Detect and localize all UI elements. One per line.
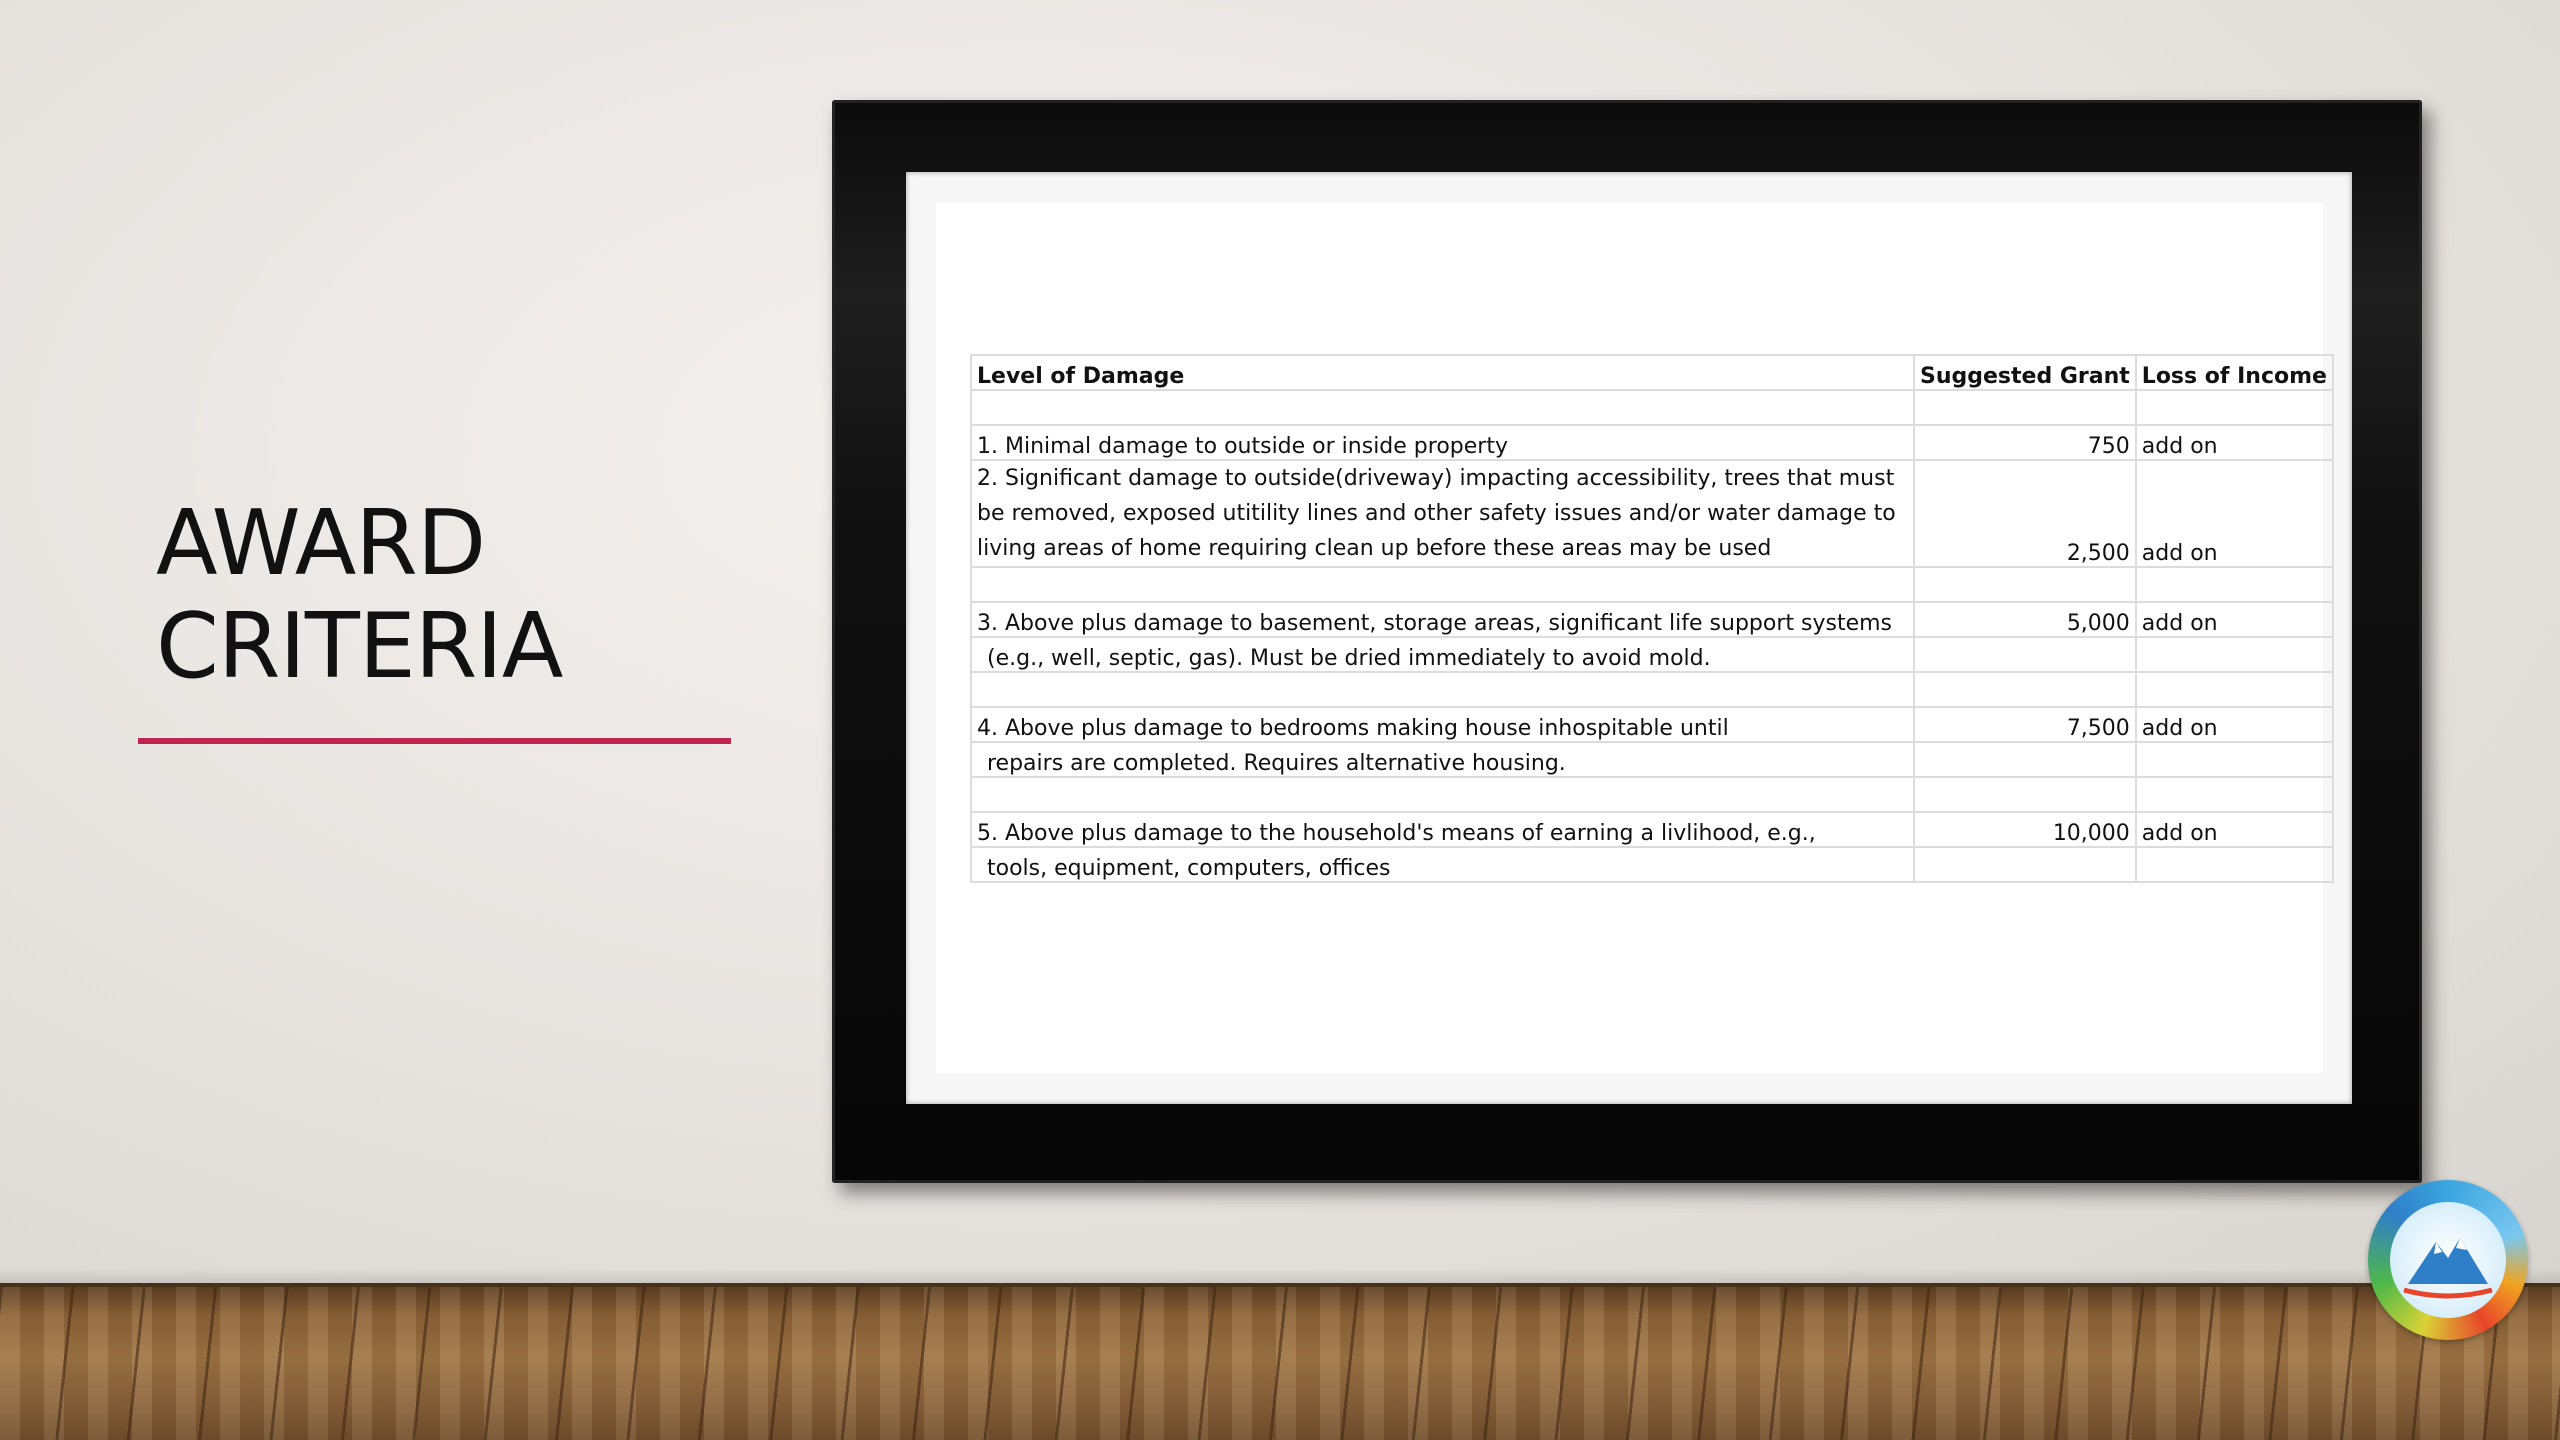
table-row-continuation: [971, 637, 2333, 672]
spacer-cell: [971, 777, 1914, 812]
title-underline: [138, 738, 731, 744]
spacer-cell: [1914, 390, 2136, 425]
spacer-cell: [1914, 637, 2136, 672]
mountain-icon: [2390, 1202, 2506, 1318]
table-spacer-row: [971, 567, 2333, 602]
table-spacer-row: [971, 390, 2333, 425]
wood-floor: [0, 1283, 2560, 1440]
spacer-cell: [1914, 777, 2136, 812]
slide-title: [156, 492, 716, 698]
damage-level-3: 3. Above plus damage to basement, storage areas, significant life support systems: [971, 602, 1914, 637]
table-spacer-row: [971, 777, 2333, 812]
table-row-continuation: [971, 742, 2333, 777]
header-level-of-damage: Level of Damage: [971, 355, 1914, 390]
damage-level-2-line-1: 2. Significant damage to outside(driveway) impacting accessibility, trees that must: [977, 466, 1895, 491]
damage-level-4-continued: repairs are completed. Requires alternative housing.: [971, 742, 1914, 777]
income-level-3: add on: [2136, 602, 2333, 637]
damage-level-3-continued: (e.g., well, septic, gas). Must be dried immediately to avoid mold.: [971, 637, 1914, 672]
spacer-cell: [1914, 847, 2136, 882]
header-suggested-grant: Suggested Grant: [1914, 355, 2136, 390]
spacer-cell: [1914, 742, 2136, 777]
header-loss-of-income: Loss of Income: [2136, 355, 2333, 390]
income-level-2: add on: [2136, 460, 2333, 567]
damage-level-2-line-3: living areas of home requiring clean up before these areas may be used: [977, 536, 1772, 561]
income-level-5: add on: [2136, 812, 2333, 847]
grant-level-3: 5,000: [1914, 602, 2136, 637]
spacer-cell: [971, 672, 1914, 707]
damage-level-2-text: [977, 461, 1908, 566]
damage-level-2-line-2: be removed, exposed utitility lines and other safety issues and/or water damage to: [977, 501, 1896, 526]
spacer-cell: [971, 390, 1914, 425]
grant-level-1: 750: [1914, 425, 2136, 460]
slide-title-line-1: AWARD: [156, 491, 486, 596]
spacer-cell: [1914, 672, 2136, 707]
spacer-cell: [2136, 390, 2333, 425]
grant-level-2: 2,500: [1914, 460, 2136, 567]
grant-level-4: 7,500: [1914, 707, 2136, 742]
grant-level-5: 10,000: [1914, 812, 2136, 847]
spacer-cell: [2136, 637, 2333, 672]
logo-center: [2390, 1202, 2506, 1318]
award-criteria-table: [970, 354, 2334, 883]
table-row: [971, 602, 2333, 637]
spacer-cell: [2136, 742, 2333, 777]
spacer-cell: [2136, 777, 2333, 812]
spacer-cell: [1914, 567, 2136, 602]
income-level-4: add on: [2136, 707, 2333, 742]
table-row-continuation: [971, 847, 2333, 882]
damage-level-4: 4. Above plus damage to bedrooms making house inhospitable until: [971, 707, 1914, 742]
spacer-cell: [2136, 567, 2333, 602]
slide-title-line-2: CRITERIA: [156, 594, 563, 699]
spacer-cell: [2136, 847, 2333, 882]
table-row: [971, 812, 2333, 847]
table-header-row: [971, 355, 2333, 390]
damage-level-1: 1. Minimal damage to outside or inside property: [971, 425, 1914, 460]
table-spacer-row: [971, 672, 2333, 707]
table-row: [971, 425, 2333, 460]
table-row: [971, 707, 2333, 742]
damage-level-5: 5. Above plus damage to the household's means of earning a livlihood, e.g.,: [971, 812, 1914, 847]
damage-level-2: [971, 460, 1914, 567]
income-level-1: add on: [2136, 425, 2333, 460]
spacer-cell: [2136, 672, 2333, 707]
organization-logo-icon: [2368, 1180, 2528, 1340]
damage-level-5-continued: tools, equipment, computers, offices: [971, 847, 1914, 882]
spacer-cell: [971, 567, 1914, 602]
table-row: [971, 460, 2333, 567]
